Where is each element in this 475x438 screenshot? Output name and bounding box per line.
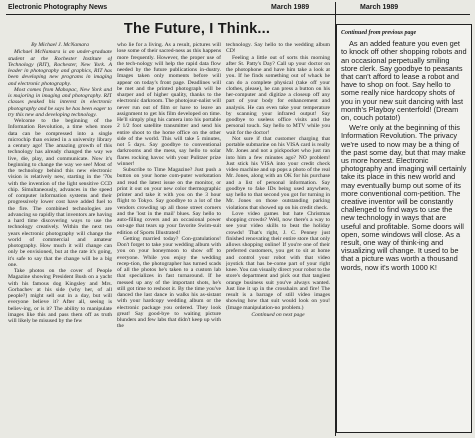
author-bio-2: Most comes from Mahopac, New York and is majoring in imaging and photography. RIT classes peaked his interest in electronic photography and he says he has been eager to try this new and developing technology. [8,86,112,118]
paragraph: We're only at the beginning of this Information Revolution. The privacy we're used to now may be a thing of the past some day, but that may make us more honest. Electronic photography and imaging will certainly take its place in this new world and may eventually bump out some of its more conventional com-petition. The creative inventor will be constantly challenged to find ways to use the new technology in ways that are useful and profitable. Some doors will open, some windows will close. As a result, one way of think-ing and visualizing will change. It used to be that a picture was worth a thousand words, now it's worth 1000 K! [341,123,467,272]
article-column-1 [8,42,112,434]
continued-next-note: Continued on next page [251,311,305,318]
paragraph: As an added feature you even get to knock off other shopping robots and an occasional perpetually smiling store clerk. Say goodbye to peasants that can't afford to lease a robot and have to shop on foot. Say hello to some really nice hardcopy shots of you in your new suit dancing with last month's Playboy centerfold! (Dream on, couch potato!) [341,39,467,123]
issue-date: March 1989 [271,4,310,11]
paragraph: Take photos on the cover of People Magazine showing President Bush on a yacht with his famous dog Kingsley and Mrs. Gorbachev at his side (why her, of all people?) might sell out in a day, but will everyone believe it? After all, seeing is believ-ing, or is it? The ability to manipulate images like this and pass them off as truth will likely be misused by the few [8,268,112,324]
paragraph: Getting married today? Con-gratulations! Don't forget to take your wedding album with you on your honeymoon to show off to everyone. While you enjoy the wedding recep-tion, the photographer has turned scads of all the photos he's taken to a custom lab that specializes in fast turnaround. If he messed up any of the important shots, he's still got time to reshoot it. By the time you've danced the last dance in walks his as-sistant with your hardcopy wedding album or the electronic package you ordered. They look great! Say good-bye to waiting picture blunders and few labs that didn't keep up with the [117,235,221,330]
byline: By Michael J. McNamara [31,42,89,48]
paragraph: Subscribe to Time Magazine? Just push a button on your home com-puter workstation and read the latest issue on the monitor, or print it out on your new color thermographic printer and take it with you on the 3 hour flight to Tokyo. Say goodbye to a lot of the vendors crowding up all those street corners and the 'lost in the mail' blues. Say hello to auto-filling covers and an occasional power out-age that tears up your favorite Swim-suit edition of Sports Illustrated! [117,167,221,236]
author-bio: Michael McNamara is an under-graduate student at the Rochester Institute of Technology (RIT), Rochester, New York. A leader in photography and graphics, RIT has been developing new programs in imaging and electronic photography. [8,49,112,87]
continued-from-note: Continued from previous page [341,30,417,36]
continuation-box [336,24,472,433]
paragraph: Feeling a little out of sorts this morning after St. Patty's Day? Call up your doctor on the photophone and have him take a look at you. If he finds something out of whack he can do a complete physical (take off your clothes, please), he can press a button on his her-computer and digitize a closeup off any part of your body for enhancement and analysis. He can even take your temperature by scanning your infrared output! Say goodbye to useless office visits and the personal touch. Say hello to MTV while you wait for the doctor! [226,54,330,136]
article-column-2 [117,42,221,434]
header-rule [6,14,470,15]
article-title: The Future, I Think... [123,21,271,37]
article-column-3 [226,42,330,434]
paragraph: who lie for a living. As a result, pictures will lose some of their sacred-ness as this happens more frequently. However, the proper use of the tech-nology will help the rapid data flow needed by the future publications in-dustry. Images taken only moments before will appear on today's front page. Deadlines will be met and the printed photograph will be sharper and of higher quality, thanks to the electronic darkroom. The photojour-nalist will never run out of film or have to leave an assignment to get his film developed on time. He'll simply plug his camera into his portable 2 1/2 foot satellite transmitter and send his entire shoot to the home office on the other side of the world. This will take 5 minutes, not 5 days. Say goodbye to conventional darkrooms and the mess, say hello to solar flares rocking havoc with your Pulitzer prize winner! [117,42,221,167]
paragraph: technology. Say hello to the wedding album CD! [226,42,330,55]
publication-name: Electronic Photography News [8,4,108,11]
paragraph: Not sure if that customer charging that portable submarine on his VISA card is really Mr. Jones and not a pickpocket who just ran into him a few minutes ago? NO problem! Just stick his VISA into your credit check video machine and up pops a photo of the real Mr. Jones, along with an OK for his purchase and a list of personal information. Say goodbye to fake IDs being used anywhere, say hello to that second you got for turning in Mr. Jones on those outstanding parking violations that showed up on his credit check. [226,135,330,211]
paragraph: Love video games but hate Christmas shopping crowds? Well, now there's a way to see your video skills to beat the holiday crowds! That's right, J. C. Penney just finished renovating their entire store that only allows shopping online! If you're one of their preferred customers, you get to sit at home and control your robot with that video joystick that has be-come part of your right knee. You can visually direct your robot to the store's department and pick out that tangiest orange business suit you've always wanted. Just line it up in the crosshairs and fire! The result is a barrage of still video images showing how that suit would look on you! (Image manipulation-no problem.) [226,210,330,311]
continuation-text [341,29,467,427]
paragraph: Welcome to the beginning of the Information Revolution, a time when more data can be compressed into a single microchip than existed in a university library a century ago! The amazing growth of this technology has already changed the way we live, die, play, and communicate. Now it's beginning to change the way we see! Most of the technology behind this new electronic vision is relatively new, starting in the '70s with the invention of the light sensitive CCD chip. Simultaneously, advances in the speed of computer information systems and their progressively lower cost have added fuel to the fire. The combined technologies are advancing so rapidly that inventors are having a hard time discovering ways to use the technology creatively. Within the next ten years electronic photography will change the world of commercial and amateur photography. How much it will change can only be envisioned, but at the rate it's going, it's safe to say that the change will be a big one. [8,118,112,268]
issue-date-right: March 1989 [360,4,399,11]
